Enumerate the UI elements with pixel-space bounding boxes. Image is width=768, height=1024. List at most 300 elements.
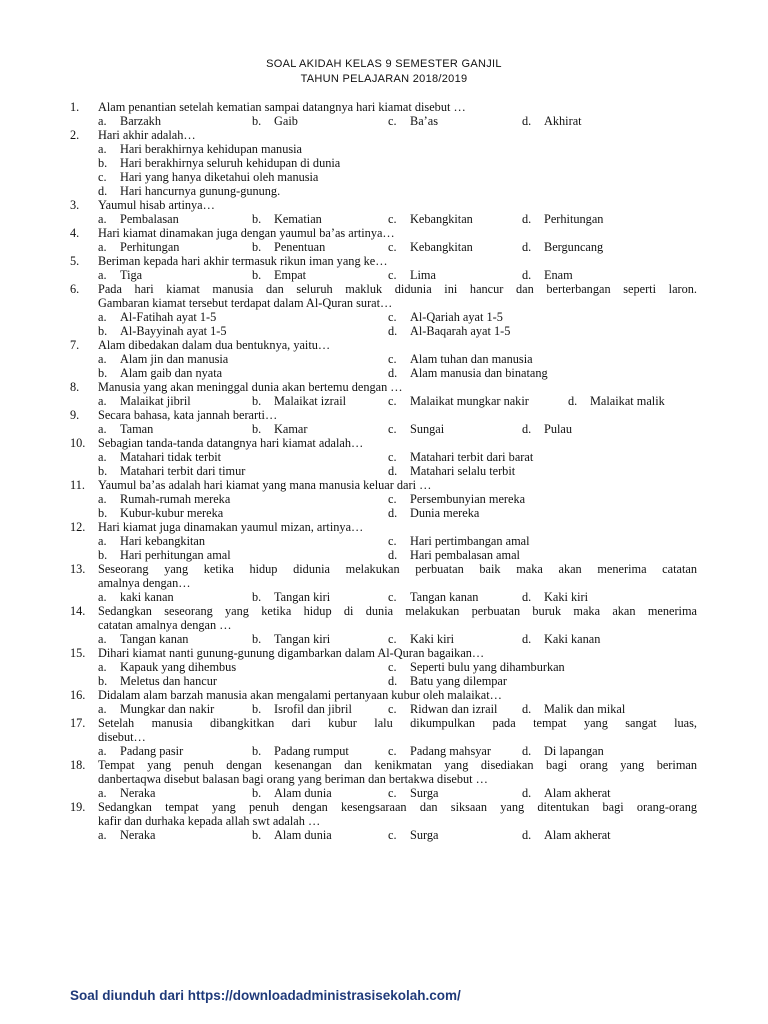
answer-option[interactable] <box>98 352 228 366</box>
answer-option[interactable] <box>98 450 221 464</box>
question-line <box>0 604 768 618</box>
option-letter: d. <box>388 674 398 688</box>
question-line <box>0 282 768 296</box>
options-row <box>0 142 768 156</box>
question-text: kafir dan durhaka kepada allah swt adalah … <box>98 814 321 828</box>
option-text: Enam <box>544 268 573 282</box>
option-letter: a. <box>98 534 107 548</box>
option-letter: d. <box>522 632 532 646</box>
option-letter: d. <box>522 114 532 128</box>
question-item <box>0 562 768 604</box>
option-letter: c. <box>388 450 397 464</box>
question-number: 15. <box>70 646 86 660</box>
answer-option[interactable] <box>252 212 322 226</box>
option-letter: d. <box>522 828 532 842</box>
question-text: danbertaqwa disebut balasan bagi orang yang beriman dan bertakwa disebut … <box>98 772 488 786</box>
answer-option[interactable] <box>388 660 565 674</box>
question-line <box>0 800 768 814</box>
question-item <box>0 758 768 800</box>
answer-option[interactable] <box>388 422 444 436</box>
option-text: Lima <box>410 268 436 282</box>
option-letter: a. <box>98 422 107 436</box>
option-text: Perhitungan <box>544 212 604 226</box>
option-letter: a. <box>98 142 107 156</box>
option-text: Persembunyian mereka <box>410 492 526 506</box>
option-letter: a. <box>98 114 107 128</box>
question-line <box>0 688 768 702</box>
answer-option[interactable] <box>252 394 346 408</box>
option-text: Alam akherat <box>544 828 611 842</box>
question-number: 18. <box>70 758 86 772</box>
answer-option[interactable] <box>252 632 330 646</box>
question-number: 10. <box>70 436 86 450</box>
question-text: Hari kiamat juga dinamakan yaumul mizan, artinya… <box>98 520 364 534</box>
options-row <box>0 744 768 758</box>
answer-option[interactable] <box>98 548 231 562</box>
question-text: Alam dibedakan dalam dua bentuknya, yaitu… <box>98 338 331 352</box>
option-text: Tangan kiri <box>274 632 331 646</box>
question-line <box>0 226 768 240</box>
question-line <box>0 436 768 450</box>
option-letter: c. <box>388 394 397 408</box>
options-row <box>0 240 768 254</box>
answer-option[interactable] <box>568 394 665 408</box>
options-row <box>0 170 768 184</box>
question-text: Hari kiamat dinamakan juga dengan yaumul ba’as artinya… <box>98 226 395 240</box>
answer-option[interactable] <box>98 184 280 198</box>
question-number: 17. <box>70 716 86 730</box>
question-item <box>0 688 768 716</box>
option-text: Gaib <box>274 114 298 128</box>
option-text: Hari perhitungan amal <box>120 548 231 562</box>
question-item <box>0 716 768 758</box>
option-text: Mungkar dan nakir <box>120 702 215 716</box>
option-letter: a. <box>98 590 107 604</box>
option-letter: b. <box>252 114 262 128</box>
option-letter: d. <box>388 548 398 562</box>
option-letter: b. <box>98 674 108 688</box>
answer-option[interactable] <box>388 324 510 338</box>
options-row <box>0 394 768 408</box>
question-line <box>0 338 768 352</box>
question-number: 2. <box>70 128 80 142</box>
answer-option[interactable] <box>98 674 217 688</box>
answer-option[interactable] <box>252 828 332 842</box>
option-letter: a. <box>98 450 107 464</box>
answer-option[interactable] <box>522 114 582 128</box>
question-line <box>0 618 768 632</box>
answer-option[interactable] <box>522 268 573 282</box>
answer-option[interactable] <box>388 786 438 800</box>
option-text: Isrofil dan jibril <box>274 702 352 716</box>
option-text: Kaki kanan <box>544 632 601 646</box>
option-letter: d. <box>568 394 578 408</box>
option-letter: d. <box>98 184 108 198</box>
option-letter: a. <box>98 310 107 324</box>
option-text: Tangan kanan <box>120 632 189 646</box>
options-row <box>0 156 768 170</box>
answer-option[interactable] <box>522 702 625 716</box>
option-text: Perhitungan <box>120 240 180 254</box>
option-letter: b. <box>252 744 262 758</box>
answer-option[interactable] <box>388 114 438 128</box>
option-text: Alam akherat <box>544 786 611 800</box>
option-letter: c. <box>388 632 397 646</box>
option-letter: b. <box>252 786 262 800</box>
question-text: Sebagian tanda-tanda datangnya hari kiamat adalah… <box>98 436 364 450</box>
option-letter: c. <box>388 660 397 674</box>
answer-option[interactable] <box>388 702 497 716</box>
question-item <box>0 478 768 520</box>
option-text: Malaikat jibril <box>120 394 191 408</box>
answer-option[interactable] <box>252 786 332 800</box>
answer-option[interactable] <box>522 422 572 436</box>
answer-option[interactable] <box>252 240 325 254</box>
options-row <box>0 506 768 520</box>
option-letter: d. <box>522 240 532 254</box>
answer-option[interactable] <box>388 366 548 380</box>
option-text: Meletus dan hancur <box>120 674 217 688</box>
answer-option[interactable] <box>98 702 214 716</box>
question-number: 6. <box>70 282 80 296</box>
option-text: Tiga <box>120 268 143 282</box>
question-number: 9. <box>70 408 80 422</box>
question-text: catatan amalnya dengan … <box>98 618 232 632</box>
option-text: Rumah-rumah mereka <box>120 492 231 506</box>
options-row <box>0 310 768 324</box>
answer-option[interactable] <box>98 492 230 506</box>
options-row <box>0 492 768 506</box>
options-row <box>0 828 768 842</box>
options-row <box>0 352 768 366</box>
option-text: Alam gaib dan nyata <box>120 366 223 380</box>
option-letter: c. <box>388 534 397 548</box>
answer-option[interactable] <box>522 240 603 254</box>
option-text: Neraka <box>120 828 156 842</box>
option-letter: a. <box>98 828 107 842</box>
question-text: Yaumul hisab artinya… <box>98 198 215 212</box>
options-row <box>0 212 768 226</box>
question-line <box>0 758 768 772</box>
answer-option[interactable] <box>522 744 604 758</box>
answer-option[interactable] <box>252 744 349 758</box>
question-item <box>0 226 768 254</box>
option-letter: a. <box>98 394 107 408</box>
answer-option[interactable] <box>388 268 436 282</box>
option-letter: a. <box>98 786 107 800</box>
option-letter: d. <box>522 786 532 800</box>
answer-option[interactable] <box>98 310 216 324</box>
option-text: Ridwan dan izrail <box>410 702 498 716</box>
option-letter: b. <box>98 548 108 562</box>
question-text: Sedangkan seseorang yang ketika hidup di dunia melakukan perbuatan buruk maka akan menerima <box>98 604 697 618</box>
option-text: Pulau <box>544 422 573 436</box>
option-text: Kapauk yang dihembus <box>120 660 237 674</box>
answer-option[interactable] <box>252 268 306 282</box>
question-line <box>0 380 768 394</box>
option-text: Kaki kiri <box>410 632 455 646</box>
option-letter: c. <box>388 744 397 758</box>
answer-option[interactable] <box>388 310 503 324</box>
option-text: Surga <box>410 786 439 800</box>
question-line <box>0 772 768 786</box>
question-text: Alam penantian setelah kematian sampai datangnya hari kiamat disebut … <box>98 100 466 114</box>
option-letter: b. <box>252 422 262 436</box>
option-letter: c. <box>388 268 397 282</box>
option-text: Tangan kiri <box>274 590 331 604</box>
answer-option[interactable] <box>388 674 507 688</box>
options-row <box>0 786 768 800</box>
option-text: Alam tuhan dan manusia <box>410 352 533 366</box>
options-row <box>0 422 768 436</box>
option-text: Kaki kiri <box>544 590 589 604</box>
answer-option[interactable] <box>388 464 515 478</box>
answer-option[interactable] <box>388 240 473 254</box>
answer-option[interactable] <box>388 212 473 226</box>
question-line <box>0 296 768 310</box>
option-text: Hari pembalasan amal <box>410 548 520 562</box>
question-text: Gambaran kiamat tersebut terdapat dalam Al-Quran surat… <box>98 296 393 310</box>
question-line <box>0 254 768 268</box>
answer-option[interactable] <box>98 170 318 184</box>
option-letter: b. <box>252 212 262 226</box>
options-row <box>0 268 768 282</box>
option-text: Malik dan mikal <box>544 702 626 716</box>
answer-option[interactable] <box>252 590 330 604</box>
option-letter: c. <box>388 422 397 436</box>
answer-option[interactable] <box>98 590 174 604</box>
option-letter: b. <box>252 590 262 604</box>
option-text: kaki kanan <box>120 590 174 604</box>
question-text: Dihari kiamat nanti gunung-gunung digambarkan dalam Al-Quran bagaikan… <box>98 646 485 660</box>
option-letter: d. <box>522 744 532 758</box>
answer-option[interactable] <box>522 632 600 646</box>
option-text: Al-Fatihah ayat 1-5 <box>120 310 217 324</box>
answer-option[interactable] <box>98 268 142 282</box>
answer-option[interactable] <box>98 240 179 254</box>
question-number: 11. <box>70 478 85 492</box>
option-letter: d. <box>522 702 532 716</box>
answer-option[interactable] <box>252 422 307 436</box>
answer-option[interactable] <box>98 464 245 478</box>
option-letter: d. <box>522 268 532 282</box>
answer-option[interactable] <box>98 744 183 758</box>
option-text: Empat <box>274 268 307 282</box>
question-line <box>0 478 768 492</box>
answer-option[interactable] <box>98 422 153 436</box>
question-item <box>0 800 768 842</box>
answer-option[interactable] <box>388 506 479 520</box>
options-row <box>0 464 768 478</box>
answer-option[interactable] <box>98 506 223 520</box>
question-line <box>0 100 768 114</box>
options-row <box>0 632 768 646</box>
question-number: 13. <box>70 562 86 576</box>
option-text: Hari pertimbangan amal <box>410 534 530 548</box>
option-text: Matahari terbit dari barat <box>410 450 534 464</box>
option-text: Padang mahsyar <box>410 744 491 758</box>
option-text: Alam dunia <box>274 828 332 842</box>
option-letter: b. <box>98 324 108 338</box>
answer-option[interactable] <box>98 394 191 408</box>
options-row <box>0 548 768 562</box>
answer-option[interactable] <box>388 450 533 464</box>
answer-option[interactable] <box>388 534 530 548</box>
answer-option[interactable] <box>388 632 454 646</box>
answer-option[interactable] <box>522 590 588 604</box>
answer-option[interactable] <box>98 366 222 380</box>
question-item <box>0 380 768 408</box>
option-text: Pembalasan <box>120 212 179 226</box>
option-letter: a. <box>98 660 107 674</box>
option-letter: a. <box>98 352 107 366</box>
answer-option[interactable] <box>98 324 227 338</box>
option-text: Hari hancurnya gunung-gunung. <box>120 184 281 198</box>
option-text: Barzakh <box>120 114 161 128</box>
question-number: 14. <box>70 604 86 618</box>
option-text: Alam dunia <box>274 786 332 800</box>
option-letter: c. <box>388 212 397 226</box>
question-item <box>0 436 768 478</box>
option-text: Penentuan <box>274 240 326 254</box>
document-header <box>0 57 768 87</box>
question-text: Tempat yang penuh dengan kesenangan dan kenikmatan yang disediakan bagi orang yang beriman <box>98 758 697 772</box>
option-text: Al-Bayyinah ayat 1-5 <box>120 324 227 338</box>
answer-option[interactable] <box>98 142 302 156</box>
option-letter: c. <box>388 590 397 604</box>
option-text: Berguncang <box>544 240 604 254</box>
option-text: Tangan kanan <box>410 590 479 604</box>
option-letter: b. <box>252 240 262 254</box>
answer-option[interactable] <box>98 156 340 170</box>
option-text: Hari berakhirnya kehidupan manusia <box>120 142 302 156</box>
question-item <box>0 338 768 380</box>
answer-option[interactable] <box>98 212 179 226</box>
question-line <box>0 646 768 660</box>
question-text: Seseorang yang ketika hidup didunia melakukan perbuatan baik maka akan menerima catatan <box>98 562 697 576</box>
answer-option[interactable] <box>252 702 352 716</box>
option-letter: d. <box>388 366 398 380</box>
option-letter: b. <box>252 828 262 842</box>
option-letter: b. <box>252 394 262 408</box>
option-text: Hari yang hanya diketahui oleh manusia <box>120 170 319 184</box>
options-row <box>0 450 768 464</box>
option-letter: c. <box>388 240 397 254</box>
option-text: Sungai <box>410 422 445 436</box>
option-text: Surga <box>410 828 439 842</box>
option-letter: c. <box>388 786 397 800</box>
option-text: Malaikat malik <box>590 394 665 408</box>
document-title: SOAL AKIDAH KELAS 9 SEMESTER GANJIL <box>266 58 502 70</box>
options-row <box>0 114 768 128</box>
answer-option[interactable] <box>388 590 478 604</box>
options-row <box>0 366 768 380</box>
option-letter: d. <box>522 422 532 436</box>
question-line <box>0 408 768 422</box>
option-letter: a. <box>98 212 107 226</box>
options-row <box>0 660 768 674</box>
option-letter: c. <box>388 310 397 324</box>
option-letter: b. <box>98 366 108 380</box>
option-letter: c. <box>388 114 397 128</box>
answer-option[interactable] <box>98 632 188 646</box>
option-letter: d. <box>522 590 532 604</box>
question-number: 3. <box>70 198 80 212</box>
answer-option[interactable] <box>98 660 236 674</box>
question-number: 19. <box>70 800 86 814</box>
question-item <box>0 408 768 436</box>
question-number: 1. <box>70 100 80 114</box>
option-text: Alam manusia dan binatang <box>410 366 548 380</box>
option-text: Alam jin dan manusia <box>120 352 229 366</box>
question-item <box>0 198 768 226</box>
option-text: Neraka <box>120 786 156 800</box>
option-text: Taman <box>120 422 154 436</box>
option-text: Di lapangan <box>544 744 604 758</box>
option-letter: c. <box>388 828 397 842</box>
option-letter: c. <box>388 702 397 716</box>
question-text: Beriman kepada hari akhir termasuk rikun iman yang ke… <box>98 254 388 268</box>
question-line <box>0 730 768 744</box>
question-line <box>0 814 768 828</box>
question-item <box>0 520 768 562</box>
answer-option[interactable] <box>388 492 525 506</box>
question-line <box>0 520 768 534</box>
option-text: Malaikat mungkar nakir <box>410 394 529 408</box>
question-text: disebut… <box>98 730 146 744</box>
answer-option[interactable] <box>98 828 156 842</box>
question-item <box>0 604 768 646</box>
option-text: Kubur-kubur mereka <box>120 506 224 520</box>
answer-option[interactable] <box>388 548 520 562</box>
answer-option[interactable] <box>252 114 298 128</box>
answer-option[interactable] <box>98 534 205 548</box>
answer-option[interactable] <box>388 352 533 366</box>
option-letter: b. <box>252 702 262 716</box>
option-letter: a. <box>98 702 107 716</box>
option-text: Al-Baqarah ayat 1-5 <box>410 324 511 338</box>
question-text: Manusia yang akan meninggal dunia akan bertemu dengan … <box>98 380 403 394</box>
option-letter: a. <box>98 240 107 254</box>
answer-option[interactable] <box>388 828 438 842</box>
option-letter: c. <box>388 492 397 506</box>
question-line <box>0 198 768 212</box>
question-text: amalnya dengan… <box>98 576 191 590</box>
option-text: Dunia mereka <box>410 506 480 520</box>
option-text: Matahari selalu terbit <box>410 464 516 478</box>
answer-option[interactable] <box>522 212 603 226</box>
option-text: Kebangkitan <box>410 240 473 254</box>
question-item <box>0 128 768 198</box>
options-row <box>0 674 768 688</box>
answer-option[interactable] <box>98 786 156 800</box>
question-text: Didalam alam barzah manusia akan mengalami pertanyaan kubur oleh malaikat… <box>98 688 502 702</box>
answer-option[interactable] <box>388 394 529 408</box>
answer-option[interactable] <box>388 744 491 758</box>
option-text: Kebangkitan <box>410 212 473 226</box>
question-item <box>0 282 768 338</box>
answer-option[interactable] <box>522 828 611 842</box>
answer-option[interactable] <box>522 786 611 800</box>
footer-source-link[interactable]: Soal diunduh dari https://downloadadministrasisekolah.com/ <box>70 988 461 1003</box>
option-text: Malaikat izrail <box>274 394 347 408</box>
option-text: Kamar <box>274 422 308 436</box>
option-text: Seperti bulu yang dihamburkan <box>410 660 565 674</box>
answer-option[interactable] <box>98 114 161 128</box>
question-line <box>0 128 768 142</box>
option-letter: b. <box>98 506 108 520</box>
option-text: Hari berakhirnya seluruh kehidupan di dunia <box>120 156 341 170</box>
